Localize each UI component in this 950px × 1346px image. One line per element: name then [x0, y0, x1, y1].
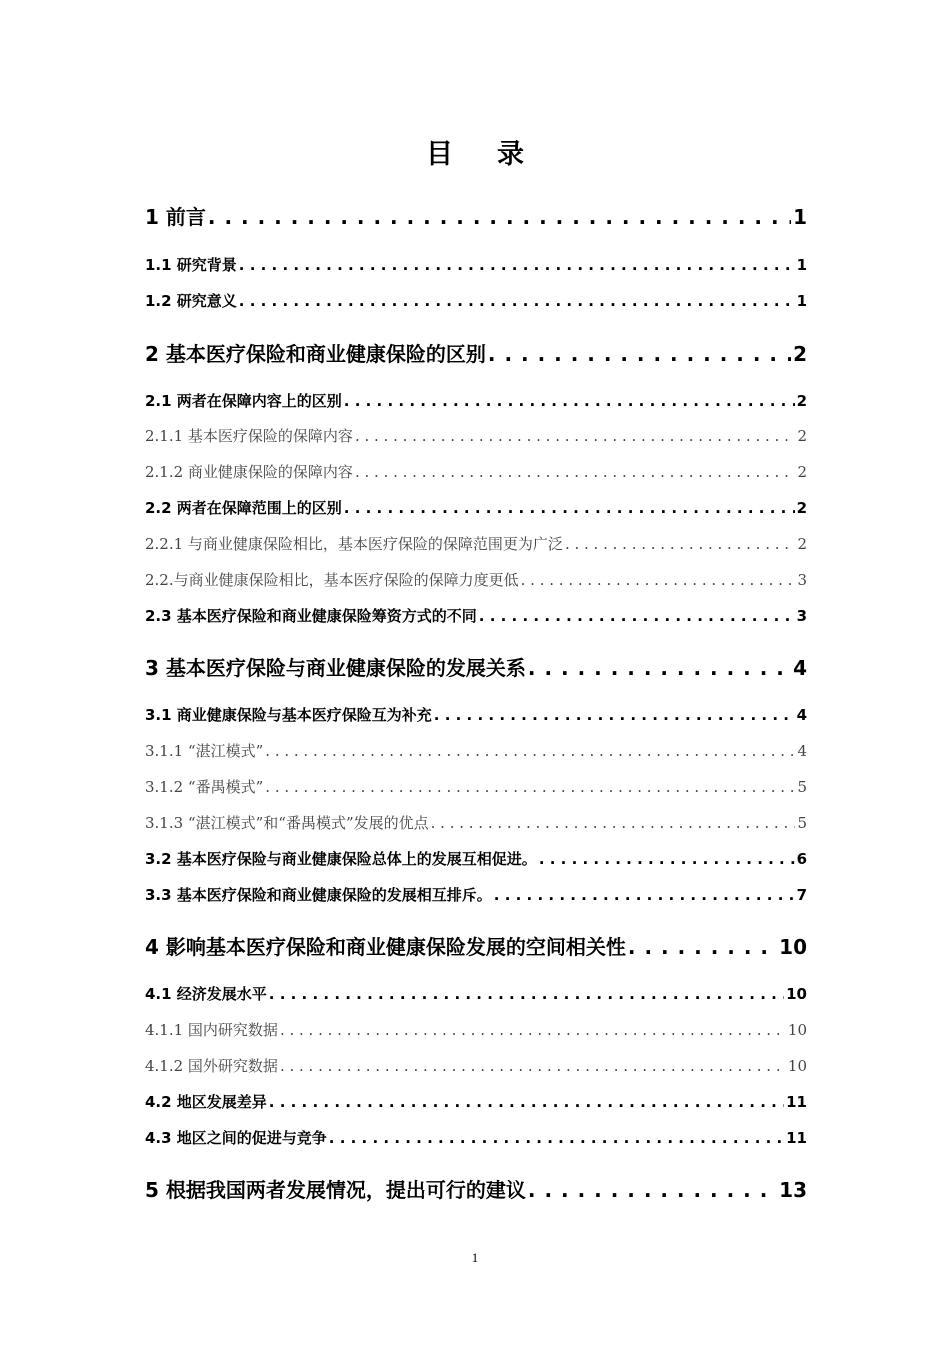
- toc-entry-page: 2: [797, 535, 807, 553]
- toc-entry[interactable]: [145, 1174, 807, 1203]
- toc-entry-label: 3.1.1 “湛江模式”: [145, 742, 264, 760]
- toc-entry[interactable]: [145, 497, 807, 518]
- toc-entry-label: 3.2 基本医疗保险与商业健康保险总体上的发展互相促进。: [145, 850, 537, 868]
- toc-entry-page: 10: [787, 1057, 807, 1075]
- toc-entry-page: 3: [796, 607, 807, 625]
- toc-entry-label: 2.2.1 与商业健康保险相比，基本医疗保险的保障范围更为广泛: [145, 535, 563, 553]
- toc-entry-page: 3: [797, 571, 807, 589]
- toc-title: 目录: [426, 139, 568, 170]
- toc-entry-label: 2.1.2 商业健康保险的保障内容: [145, 463, 353, 481]
- toc-entry-page: 2: [797, 463, 807, 481]
- toc-dot-leader: [280, 1057, 786, 1075]
- toc-entry[interactable]: [145, 704, 807, 725]
- toc-dot-leader: [539, 850, 795, 868]
- toc-entry-page: 1: [796, 256, 807, 274]
- toc-entry[interactable]: [145, 390, 807, 411]
- toc-entry[interactable]: [145, 884, 807, 905]
- toc-entry-page: 4: [797, 742, 807, 760]
- toc-entry-page: 10: [787, 1021, 807, 1039]
- toc-dot-leader: [239, 292, 795, 310]
- toc-entry-label: 4.1 经济发展水平: [145, 985, 267, 1003]
- toc-entry-page: 2: [797, 427, 807, 445]
- toc-entry-page: 6: [796, 850, 807, 868]
- toc-entry-page: 5: [797, 778, 807, 796]
- toc-entry-page: 11: [786, 1093, 807, 1111]
- toc-entry-label: 5 根据我国两者发展情况，提出可行的建议: [145, 1178, 526, 1202]
- toc-dot-leader: [434, 706, 795, 724]
- toc-entry-label: 2.1 两者在保障内容上的区别: [145, 392, 342, 410]
- toc-entry-page: 2: [796, 499, 807, 517]
- toc-entry[interactable]: [145, 254, 807, 275]
- toc-entry-page: 4: [796, 706, 807, 724]
- toc-dot-leader: [344, 392, 795, 410]
- toc-entry-label: 3 基本医疗保险与商业健康保险的发展关系: [145, 656, 526, 680]
- toc-entry[interactable]: [145, 461, 807, 482]
- toc-entry[interactable]: [145, 812, 807, 833]
- toc-dot-leader: [494, 886, 795, 904]
- toc-dot-leader: [355, 463, 796, 481]
- toc-entry-label: 4.3 地区之间的促进与竞争: [145, 1129, 327, 1147]
- toc-entry-label: 4.1.2 国外研究数据: [145, 1057, 278, 1075]
- toc-entry-label: 2.1.1 基本医疗保险的保障内容: [145, 427, 353, 445]
- toc-dot-leader: [565, 535, 796, 553]
- toc-dot-leader: [208, 205, 791, 229]
- toc-entry[interactable]: [145, 1127, 807, 1148]
- toc-entry-page: 4: [793, 656, 807, 680]
- toc-dot-leader: [265, 778, 795, 796]
- toc-dot-leader: [479, 607, 795, 625]
- toc-entry-label: 1 前言: [145, 205, 206, 229]
- toc-entry-label: 4 影响基本医疗保险和商业健康保险发展的空间相关性: [145, 935, 626, 959]
- toc-dot-leader: [628, 935, 777, 959]
- toc-entry-label: 2.2.与商业健康保险相比，基本医疗保险的保障力度更低: [145, 571, 519, 589]
- toc-entry-label: 2 基本医疗保险和商业健康保险的区别: [145, 342, 486, 366]
- toc-entry-page: 7: [796, 886, 807, 904]
- toc-dot-leader: [280, 1021, 786, 1039]
- toc-entry-label: 3.1.3 “湛江模式”和“番禺模式”发展的优点: [145, 814, 429, 832]
- toc-entry[interactable]: [145, 1019, 807, 1040]
- toc-entry-label: 4.1.1 国内研究数据: [145, 1021, 278, 1039]
- toc-entry[interactable]: [145, 201, 807, 230]
- toc-entry[interactable]: [145, 425, 807, 446]
- toc-dot-leader: [488, 342, 791, 366]
- page-number: 1: [471, 1250, 479, 1265]
- toc-entry[interactable]: [145, 776, 807, 797]
- toc-entry-page: 5: [797, 814, 807, 832]
- toc-entry[interactable]: [145, 1055, 807, 1076]
- toc-dot-leader: [265, 742, 795, 760]
- toc-entry-label: 1.1 研究背景: [145, 256, 237, 274]
- toc-dot-leader: [344, 499, 795, 517]
- toc-entry[interactable]: [145, 652, 807, 681]
- toc-entry-label: 3.1.2 “番禺模式”: [145, 778, 264, 796]
- toc-dot-leader: [269, 985, 784, 1003]
- toc-entry[interactable]: [145, 569, 807, 590]
- toc-entry[interactable]: [145, 740, 807, 761]
- toc-entry-page: 13: [779, 1178, 807, 1202]
- toc-dot-leader: [431, 814, 796, 832]
- toc-dot-leader: [269, 1093, 784, 1111]
- toc-entry[interactable]: [145, 533, 807, 554]
- toc-entry-page: 2: [796, 392, 807, 410]
- toc-entry-page: 2: [793, 342, 807, 366]
- toc-dot-leader: [528, 1178, 777, 1202]
- toc-dot-leader: [521, 571, 796, 589]
- toc-entry[interactable]: [145, 605, 807, 626]
- toc-entry[interactable]: [145, 931, 807, 960]
- toc-entry-label: 2.3 基本医疗保险和商业健康保险筹资方式的不同: [145, 607, 477, 625]
- toc-entry-label: 3.3 基本医疗保险和商业健康保险的发展相互排斥。: [145, 886, 492, 904]
- toc-entry-label: 3.1 商业健康保险与基本医疗保险互为补充: [145, 706, 432, 724]
- toc-entry[interactable]: [145, 290, 807, 311]
- toc-entry-label: 2.2 两者在保障范围上的区别: [145, 499, 342, 517]
- toc-entry-page: 10: [786, 985, 807, 1003]
- toc-dot-leader: [355, 427, 796, 445]
- toc-entry[interactable]: [145, 338, 807, 367]
- toc-entry-page: 1: [793, 205, 807, 229]
- toc-dot-leader: [329, 1129, 784, 1147]
- toc-entry-label: 1.2 研究意义: [145, 292, 237, 310]
- toc-entry-page: 11: [786, 1129, 807, 1147]
- toc-entry[interactable]: [145, 1091, 807, 1112]
- toc-entry[interactable]: [145, 848, 807, 869]
- toc-entry[interactable]: [145, 983, 807, 1004]
- toc-entry-page: 1: [796, 292, 807, 310]
- toc-entry-page: 10: [779, 935, 807, 959]
- toc-dot-leader: [239, 256, 795, 274]
- toc-entry-label: 4.2 地区发展差异: [145, 1093, 267, 1111]
- toc-dot-leader: [528, 656, 791, 680]
